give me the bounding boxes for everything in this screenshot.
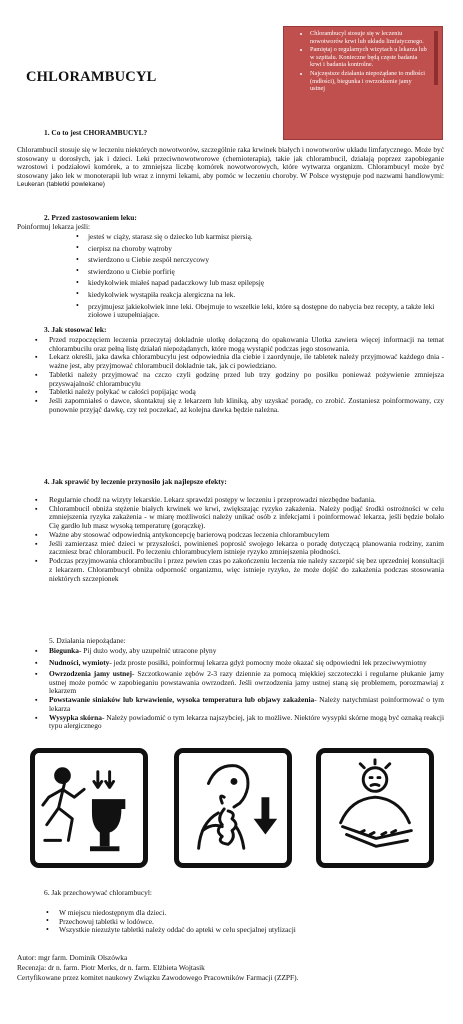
list-item: • W miejscu niedostępnym dla dzieci. <box>44 909 444 918</box>
side-effect-name: Nudności, wymioty <box>49 657 110 667</box>
section-2-list-wrap <box>76 233 444 320</box>
list-item: • Wszystkie niezużyte tabletki należy oddać do apteki w celu specjalnej utylizacji <box>44 926 444 935</box>
list-item: • Przechowuj tabletki w lodówce. <box>44 918 444 927</box>
list-item: ▪ Tabletki należy połykać w całości popijając wodą <box>34 388 444 397</box>
list-item: • stwierdzono u Ciebie porfirię <box>76 268 444 277</box>
section-3-list <box>34 336 444 415</box>
list-item: ▪ Regularnie chodź na wizyty lekarskie. Lekarz sprawdzi postępy w leczeniu i przeprowadzi niezbędne badania. <box>34 496 444 505</box>
section-5-heading: 5. Działania niepożądane: <box>49 636 126 645</box>
vomiting-icon <box>174 748 292 868</box>
skin-rash-icon <box>316 748 434 868</box>
side-effect-advice: - Pij dużo wody, aby uzupełnić utracone płyny <box>79 646 217 655</box>
list-item <box>34 670 444 696</box>
side-effect-name: Biegunka <box>49 646 79 655</box>
list-item: ▪ Jeśli zapomniałeś o dawce, skontaktuj się z lekarzem lub kliniką, aby uzyskać poradę, co zrobić. Zostaniesz poinformowany, czy ponownie przyjąć dawkę, czy też poczekać, aż kolejna dawka będzie należna. <box>34 397 444 414</box>
footer-certification: Certyfikowane przez komitet naukowy Związku Zawodowego Pracowników Farmacji (ZZPF). <box>17 973 299 982</box>
list-item: ▪ Ważne aby stosować odpowiednią antykoncepcję barierową podczas leczenia chlorambucylem <box>34 531 444 540</box>
list-item: ▪ Lekarz określi, jaka dawka chlorambucylu jest odpowiednia dla ciebie i zaordynuje, ile tabletek należy przyjmować każdego dnia - ważne jest, aby przyjmować chlorambucil dokładnie tak, jak ci powiedziano. <box>34 353 444 370</box>
footer-review: Recenzja: dr n. farm. Piotr Merks, dr n. farm. Elżbieta Wojtasik <box>17 963 205 972</box>
key-info-item: • Pamiętaj o regularnych wizytach u lekarza lub w szpitalu. Konieczne będą częste badania krwi i badania kontrolne. <box>310 46 428 69</box>
section-5-list-wrap <box>34 647 444 731</box>
section-1-heading: 1. Co to jest CHORAMBUCYL? <box>44 128 148 137</box>
side-effect-name: Owrzodzenia jamy ustnej <box>49 669 133 679</box>
key-info-item: • Chlorambucyl stosuje się w leczeniu nowotworów krwi lub układu limfatycznego. <box>310 30 428 45</box>
side-effect-advice: - jedz proste posiłki, poinformuj lekarza gdyż pomocny może okazać się odpowiedni lek przeciwwymiotny <box>109 657 427 667</box>
section-4-heading: 4. Jak sprawić by leczenie przynosiło jak najlepsze efekty: <box>44 477 227 486</box>
section-1-paragraph <box>17 146 444 190</box>
box-stripe <box>434 31 438 85</box>
list-item: ▪ Przed rozpoczęciem leczenia przeczytaj dokładnie ulotkę dołączoną do opakowania Ulotka zawiera więcej informacji na temat chlorambucilu oraz pełną listę działań niepożądanych, które mogą wystąpić podczas jego stosowania. <box>34 336 444 353</box>
list-item: • cierpisz na choroby wątroby <box>76 245 444 254</box>
section-6-heading: 6. Jak przechowywać chlorambucyl: <box>44 888 152 897</box>
section-5-list <box>34 647 444 731</box>
section-4-list-wrap <box>34 496 444 583</box>
list-item: ▪ Tabletki należy przyjmować na czczo czyli godzinę przed lub trzy godziny po posiłku ponieważ pożywienie zmniejsza przyswajalność chlorambucylu <box>34 371 444 388</box>
list-item: ▪ Chlorambucil obniża stężenie białych krwinek we krwi, zwiększając ryzyko zakażenia. Należy podjąć środki ostrożności w celu zmniejszenia ryzyka zakażenia - w miarę możliwości należy unikać osób z infekcjami i poinformować lekarza, jeśli będzie bolało Cię gardło lub masz wysoką temperaturę (gorączkę). <box>34 505 444 531</box>
section-3-list-wrap <box>34 336 444 415</box>
list-item <box>34 647 444 656</box>
side-effect-name: Powstawanie siniaków lub krwawienie, wysoka temperatura lub objawy zakażenia <box>49 695 315 705</box>
side-effect-advice: - Należy natychmiast poinformować o tym lekarza <box>49 695 444 713</box>
section-6-list-wrap <box>44 909 444 935</box>
skin-rash-drawing <box>321 753 429 863</box>
vomiting-drawing <box>179 753 287 863</box>
list-item <box>34 696 444 713</box>
side-effect-name: Wysypka skórna <box>49 712 102 722</box>
list-item: • jesteś w ciąży, starasz się o dziecko lub karmisz piersią. <box>76 233 444 242</box>
running-toilet-icon <box>30 748 148 868</box>
side-effect-advice: - Należy powiadomić o tym lekarza najszybciej, jak to możliwe. Niektóre wysypki skórne mogą być oznaką reakcji typu alergicznego <box>49 712 445 731</box>
list-item: ▪ Jeśli zamierzasz mieć dzieci w przyszłości, powinieneś poprosić swojego lekarza o poradę dotyczącą planowania rodziny, zanim zaczniesz brać chlorambucil. Po leczeniu chlorambucylem istnieje ryzyko zmniejszenia płodności. <box>34 540 444 557</box>
section-2-intro: Poinformuj lekarza jeśli: <box>17 222 91 231</box>
list-item <box>34 714 444 731</box>
key-info-item: • Najczęstsze działania niepożądane to mdłości (mdłości), biegunka i owrzodzenie jamy ustnej <box>310 70 428 93</box>
section-1-text: Chlorambucil stosuje się w leczeniu niektórych nowotworów, szczególnie raka krwinek białych i nowotworów układu limfatycznego. Może być stosowany u dorosłych, jak i dzieci. Leki przeciwnowotworowe (chemioterapia), takie jak chlorambucil, działają poprzez zapobieganie wzrostowi i podziałowi komórek, a to zmniejsza liczbę komórek nowotworowych, które wytwarza organizm. Chlorambucyl może być stosowany jako lek w monoterapii lub wraz z innymi lekami, aby pomóc w leczeniu choroby. W Polsce występuje pod nazwami handlowymi: <box>17 145 444 180</box>
section-6-list <box>44 909 444 935</box>
key-info-box <box>283 26 443 140</box>
footer-author: Autor: mgr farm. Dominik Olszówka <box>17 953 128 962</box>
list-item: • przyjmujesz jakiekolwiek inne leki. Obejmuje to wszelkie leki, które są dostępne do nabycia bez recepty, a także leki ziołowe i uzupełniające. <box>76 303 444 320</box>
list-item <box>34 659 444 668</box>
section-3-heading: 3. Jak stosować lek: <box>44 325 107 334</box>
side-effect-advice: - Szczotkowanie zębów 2-3 razy dziennie za pomocą miękkiej szczoteczki i regularne płukanie jamy ustnej może pomóc w zapobieganiu powstawania owrzodzeń. Jeśli owrzodzenia jamy ustnej staną się problemem, porozmawiaj z lekarzem <box>49 669 445 696</box>
list-item: • kiedykolwiek wystąpiła reakcja alergiczna na lek. <box>76 291 444 300</box>
trade-name: Leukeran (tabletki powlekane) <box>17 181 105 189</box>
key-info-list <box>294 30 428 93</box>
section-2-list <box>76 233 444 320</box>
list-item: • kiedykolwiek miałeś napad padaczkowy lub masz epilepsję <box>76 279 444 288</box>
section-2-heading: 2. Przed zastosowaniem leku: <box>44 213 137 222</box>
running-toilet-drawing <box>35 753 143 863</box>
page-title: CHLORAMBUCYL <box>26 69 157 85</box>
section-4-list <box>34 496 444 583</box>
list-item: ▪ Podczas przyjmowania chlorambucilu i przez pewien czas po zakończeniu leczenia nie należy szczepić się bez uprzedniej konsultacji z lekarzem. Chlorambucyl obniża odporność organizmu, więc istnieje ryzyko, że może dojść do zakażenia podczas stosowania niektórych szczepionek <box>34 557 444 583</box>
list-item: • stwierdzono u Ciebie zespół nerczycowy <box>76 256 444 265</box>
